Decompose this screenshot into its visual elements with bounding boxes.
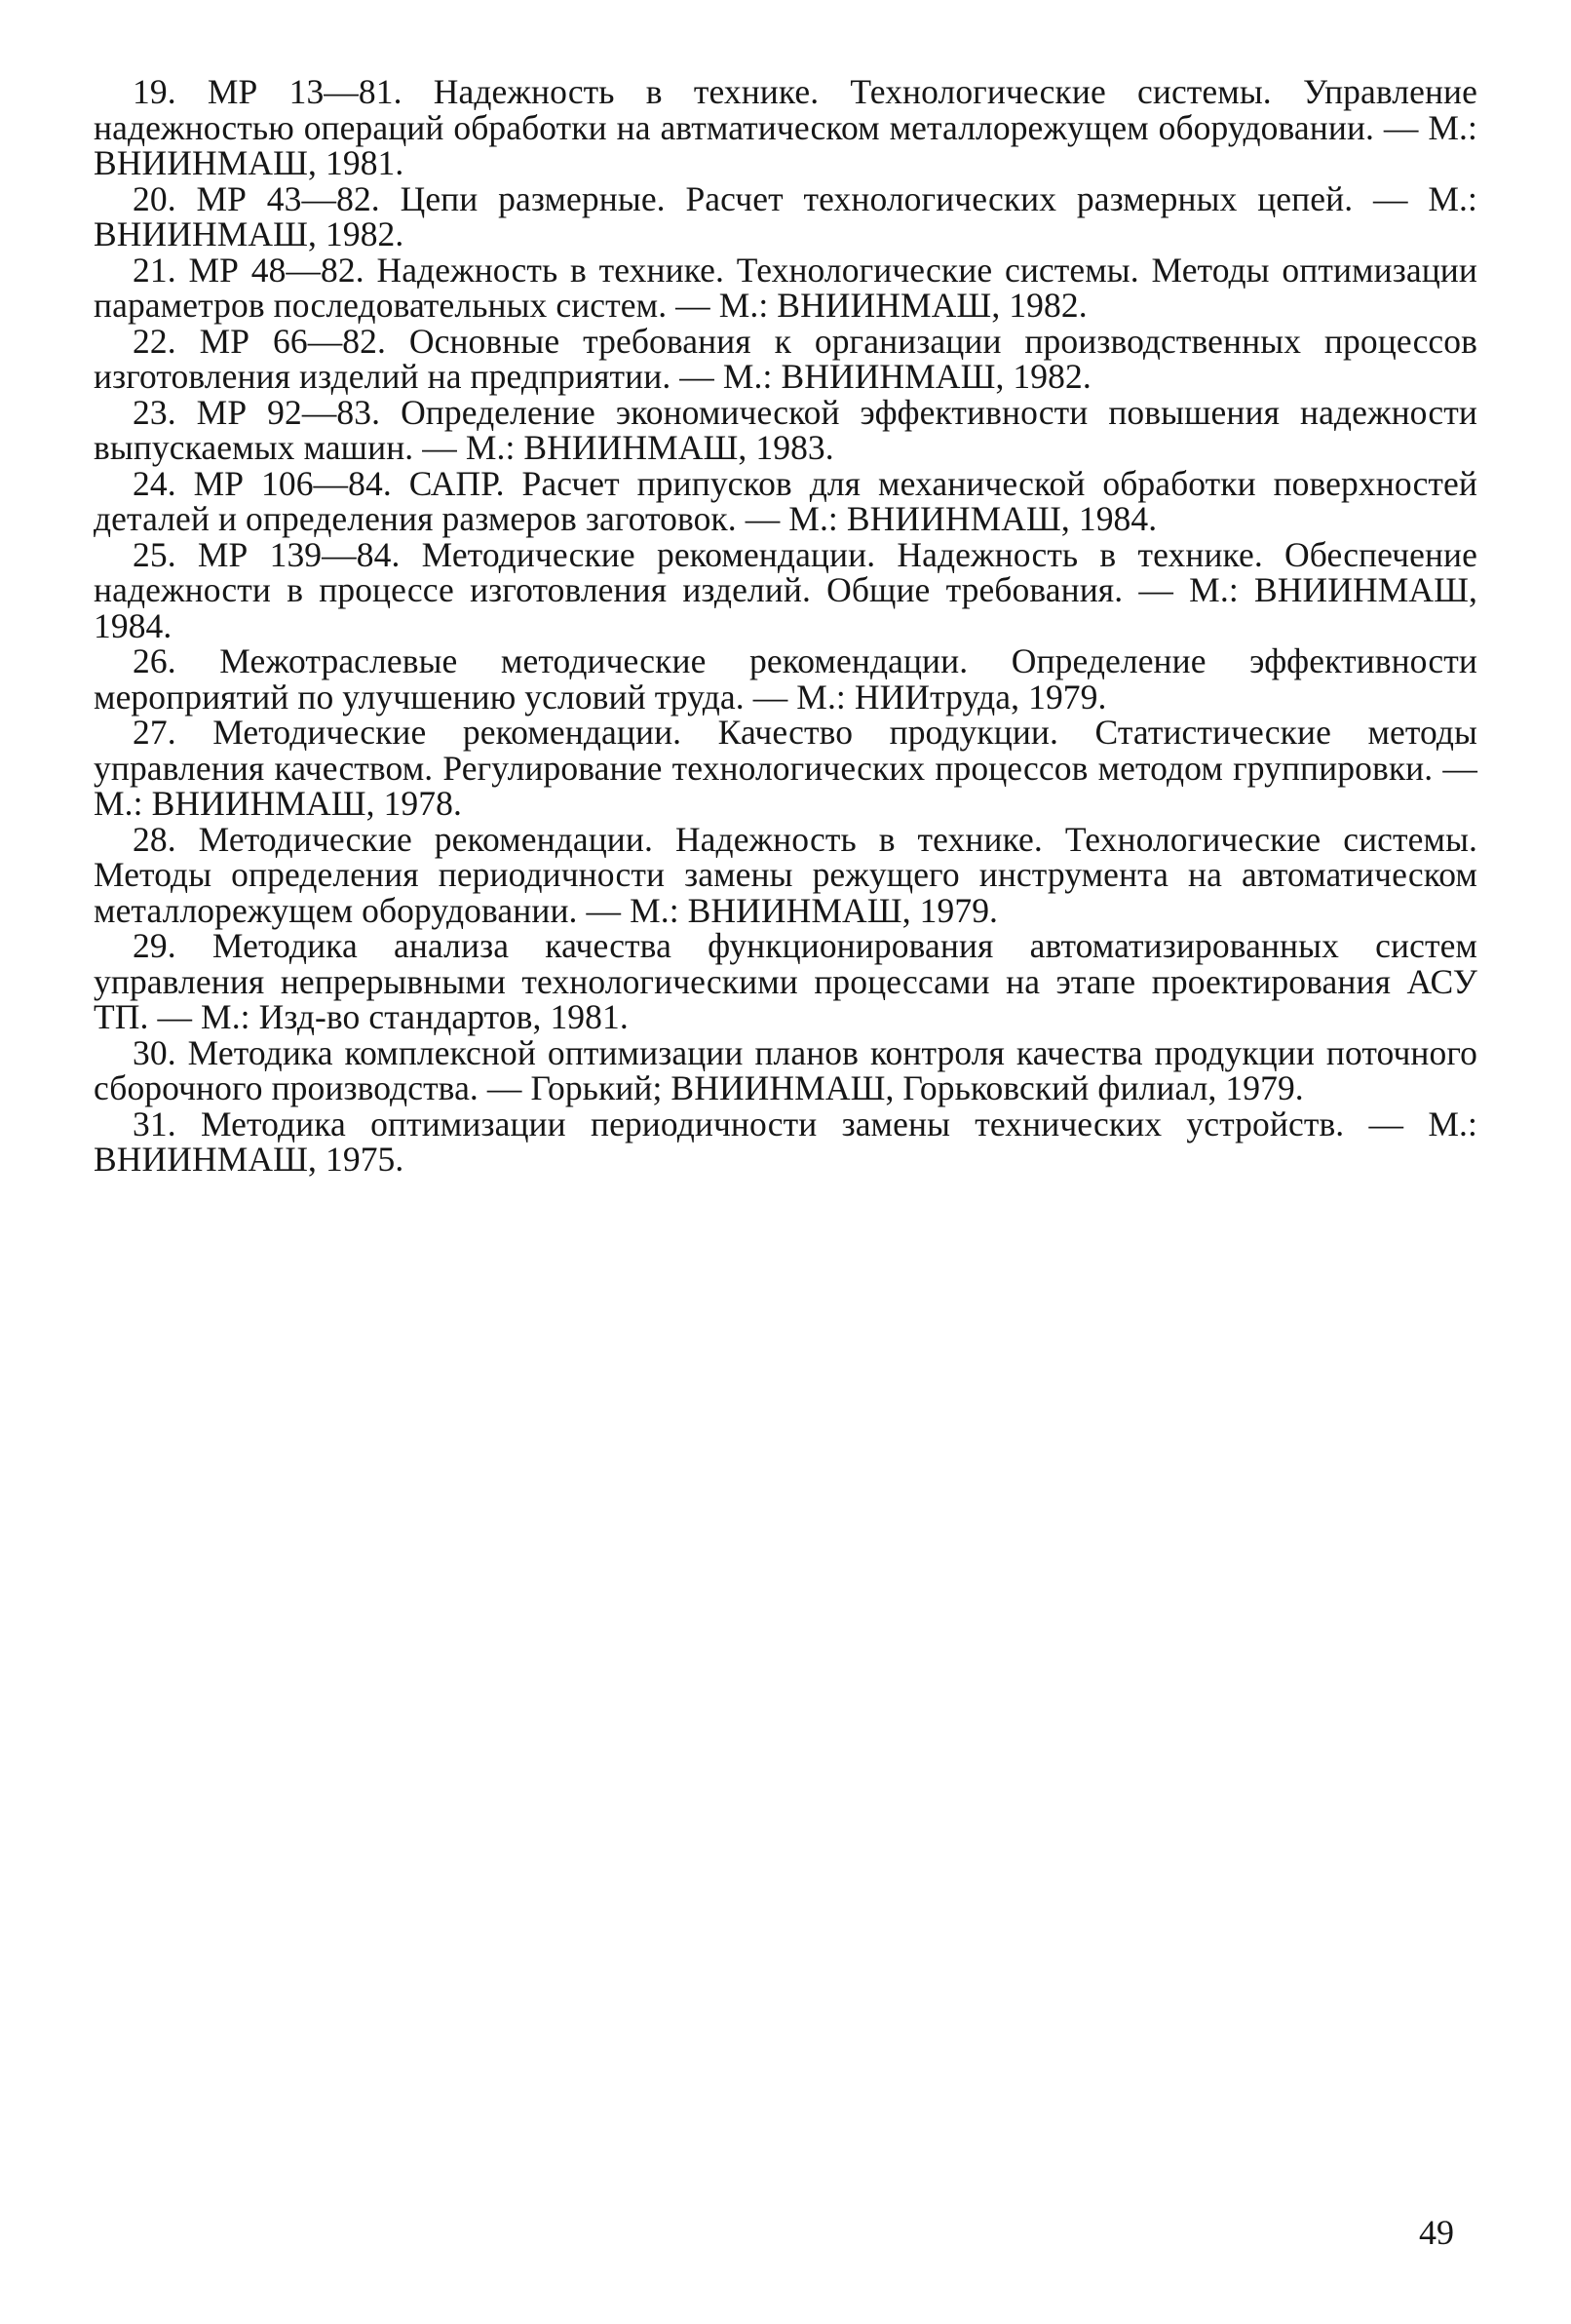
reference-item [94, 321, 1477, 396]
reference-text: Методика оптимизации периодичности замены технических устройств. — М.: ВНИИНМАШ, 1975. [94, 1104, 1477, 1179]
reference-item [94, 392, 1477, 467]
reference-number: 19. [133, 72, 176, 111]
reference-number: 25. [133, 534, 176, 574]
reference-text: Межотраслевые методические рекомендации. Определение эффективности мероприятий по улучшению условий труда. — М.: НИИтруда, 1979. [94, 641, 1477, 717]
reference-text: Методические рекомендации. Надежность в технике. Технологические системы. Методы определения периодичности замены режущего инструмента на автоматическом металлорежущем оборудовании. — М.: ВНИИНМАШ, 1979. [94, 819, 1477, 930]
reference-text: МР 106—84. САПР. Расчет припусков для механической обработки поверхностей деталей и определения размеров заготовок. — М.: ВНИИНМАШ, 1984. [94, 463, 1477, 538]
reference-text: МР 66—82. Основные требования к организации производственных процессов изготовления изделий на предприятии. — М.: ВНИИНМАШ, 1982. [94, 321, 1477, 396]
reference-text: МР 92—83. Определение экономической эффективности повышения надежности выпускаемых машин. — М.: ВНИИНМАШ, 1983. [94, 392, 1477, 467]
reference-number: 31. [133, 1104, 176, 1143]
reference-list [94, 74, 1477, 1178]
reference-number: 22. [133, 321, 176, 361]
reference-item [94, 534, 1477, 645]
reference-text: МР 48—82. Надежность в технике. Технологические системы. Методы оптимизации параметров последовательных систем. — М.: ВНИИНМАШ, 1982. [94, 250, 1477, 325]
reference-item [94, 252, 1477, 324]
reference-number: 24. [133, 463, 176, 503]
reference-number: 23. [133, 392, 176, 432]
reference-number: 20. [133, 178, 176, 218]
reference-number: 30. [133, 1032, 176, 1072]
reference-item [94, 463, 1477, 538]
reference-number: 28. [133, 819, 176, 859]
reference-item [94, 1106, 1477, 1178]
reference-number: 21. [133, 250, 176, 290]
reference-item [94, 715, 1477, 822]
reference-item [94, 928, 1477, 1035]
reference-number: 26. [133, 641, 176, 680]
reference-item [94, 643, 1477, 715]
reference-text: Методика комплексной оптимизации планов контроля качества продукции поточного сборочного производства. — Горький; ВНИИНМАШ, Горьковский филиал, 1979. [94, 1032, 1477, 1107]
reference-text: МР 13—81. Надежность в технике. Технологические системы. Управление надежностью операций обработки на автматическом металлорежущем оборудовании. — М.: ВНИИНМАШ, 1981. [94, 72, 1477, 182]
reference-text: Методические рекомендации. Качество продукции. Статистические методы управления качеством. Регулирование технологических процессов методом группировки. — М.: ВНИИНМАШ, 1978. [94, 713, 1478, 823]
reference-item [94, 1032, 1477, 1107]
reference-item [94, 178, 1477, 253]
reference-text: МР 43—82. Цепи размерные. Расчет технологических размерных цепей. — М.: ВНИИНМАШ, 1982. [94, 178, 1477, 253]
reference-number: 29. [133, 926, 176, 965]
reference-text: Методика анализа качества функционирования автоматизированных систем управления непрерывными технологическими процессами на этапе проектирования АСУ ТП. — М.: Изд-во стандартов, 1981. [94, 926, 1477, 1036]
reference-item [94, 74, 1477, 181]
reference-text: МР 139—84. Методические рекомендации. Надежность в технике. Обеспечение надежности в процессе изготовления изделий. Общие требования. — М.: ВНИИНМАШ, 1984. [94, 534, 1477, 645]
reference-number: 27. [133, 713, 176, 752]
reference-item [94, 819, 1477, 930]
page-number: 49 [1419, 2213, 1454, 2252]
